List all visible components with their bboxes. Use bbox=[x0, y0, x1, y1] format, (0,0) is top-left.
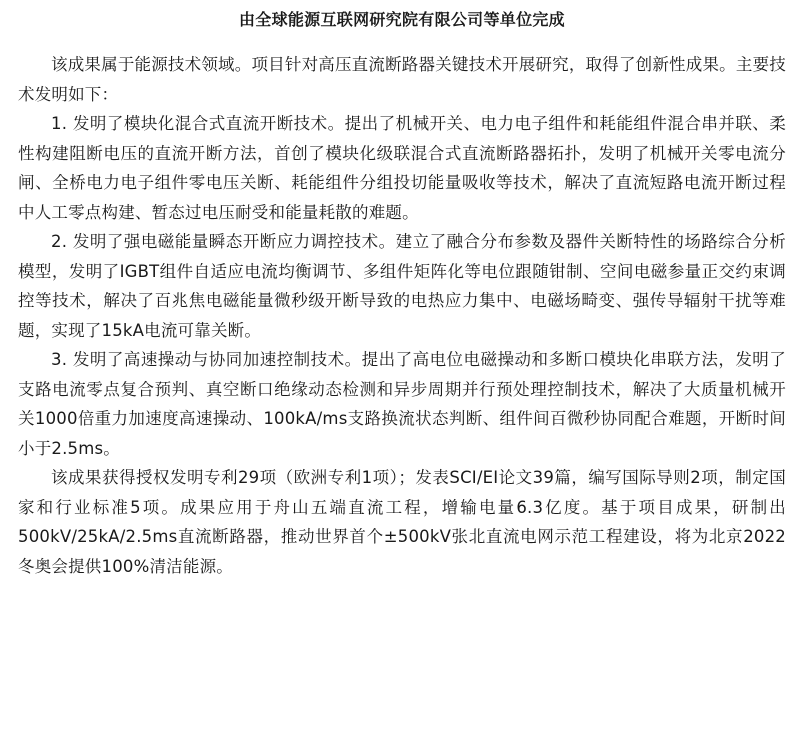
paragraph-achievements: 该成果获得授权发明专利29项（欧洲专利1项）；发表SCI/EI论文39篇，编写国际导则2项，制定国家和行业标准5项。成果应用于舟山五端直流工程，增输电量6.3亿度。基于项目成果，研制出500kV/25kA/2.5ms直流断路器，推动世界首个±500kV张北直流电网示范工程建设，将为北京2022冬奥会提供100%清洁能源。 bbox=[18, 468, 786, 576]
paragraph-intro: 该成果属于能源技术领域。项目针对高压直流断路器关键技术开展研究，取得了创新性成果。主要技术发明如下： bbox=[18, 55, 786, 104]
paragraph-invention-2: 2. 发明了强电磁能量瞬态开断应力调控技术。建立了融合分布参数及器件关断特性的场路综合分析模型，发明了IGBT组件自适应电流均衡调节、多组件矩阵化等电位跟随钳制、空间电磁参量正交约束调控等技术，解决了百兆焦电磁能量微秒级开断导致的电热应力集中、电磁场畸变、强传导辐射干扰等难题，实现了15kA电流可靠关断。 bbox=[18, 232, 786, 340]
paragraph-invention-1: 1. 发明了模块化混合式直流开断技术。提出了机械开关、电力电子组件和耗能组件混合串并联、柔性构建阻断电压的直流开断方法，首创了模块化级联混合式直流断路器拓扑，发明了机械开关零电流分闸、全桥电力电子组件零电压关断、耗能组件分组投切能量吸收等技术，解决了直流短路电流开断过程中人工零点构建、暂态过电压耐受和能量耗散的难题。 bbox=[18, 114, 786, 222]
document-title: 由全球能源互联网研究院有限公司等单位完成 bbox=[238, 10, 565, 29]
paragraph-invention-3: 3. 发明了高速操动与协同加速控制技术。提出了高电位电磁操动和多断口模块化串联方法，发明了支路电流零点复合预判、真空断口绝缘动态检测和异步周期并行预处理控制技术，解决了大质量机械开关1000倍重力加速度高速操动、100kA/ms支路换流状态判断、组件间百微秒协同配合难题，开断时间小于2.5ms。 bbox=[18, 350, 786, 458]
